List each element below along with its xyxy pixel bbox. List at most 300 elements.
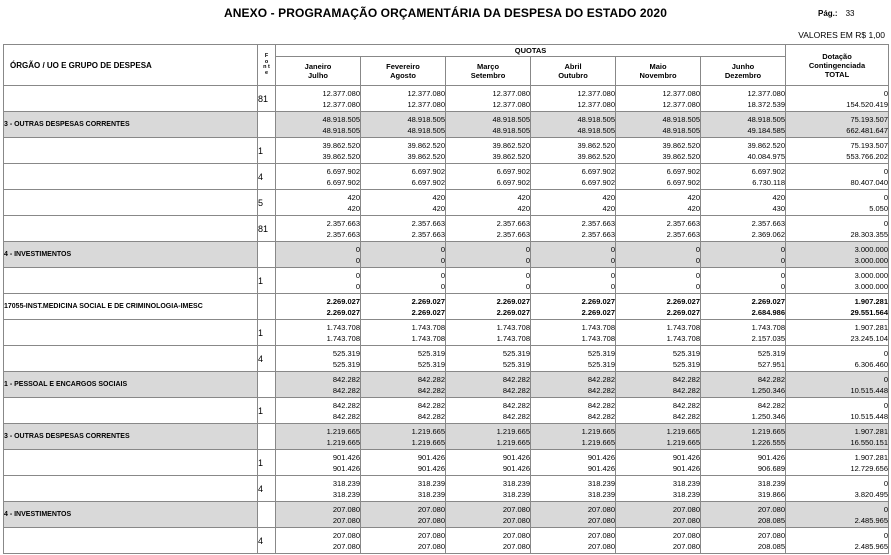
quota-cell <box>276 164 361 190</box>
value-first-semester: 1.219.665 <box>411 426 445 436</box>
value-first-semester: 1.219.665 <box>326 426 360 436</box>
value-second-semester: 0 <box>695 281 700 291</box>
quota-cell <box>276 320 361 346</box>
quota-cell <box>616 346 701 372</box>
value-first-semester: 901.426 <box>672 452 700 462</box>
column-header-month-3 <box>531 57 616 86</box>
value-first-semester: 0 <box>695 270 700 280</box>
quota-cell <box>446 398 531 424</box>
table-row <box>4 424 889 450</box>
row-label <box>4 216 258 242</box>
quota-cell <box>531 450 616 476</box>
quota-cell <box>531 268 616 294</box>
value-second-semester: 420 <box>602 203 615 213</box>
table-row <box>4 502 889 528</box>
value-first-semester: 0 <box>355 244 360 254</box>
value-second-semester: 1.219.665 <box>666 437 700 447</box>
column-header-month-2 <box>446 57 531 86</box>
value-first-semester: 1.907.281 <box>854 322 888 332</box>
value-first-semester: 39.862.520 <box>492 140 530 150</box>
quota-cell <box>361 398 446 424</box>
value-second-semester: 842.282 <box>672 385 700 395</box>
value-second-semester: 207.080 <box>502 541 530 551</box>
value-first-semester: 2.269.027 <box>581 296 615 306</box>
quota-cell <box>701 424 786 450</box>
value-second-semester: 0 <box>440 255 445 265</box>
value-second-semester: 6.697.902 <box>496 177 530 187</box>
value-second-semester: 2.357.663 <box>581 229 615 239</box>
value-first-semester: 3.000.000 <box>854 270 888 280</box>
total-cell <box>786 268 889 294</box>
value-second-semester: 1.219.665 <box>326 437 360 447</box>
row-fonte: 1 <box>258 450 276 476</box>
value-second-semester: 2.485.965 <box>854 515 888 525</box>
value-first-semester: 420 <box>687 192 700 202</box>
value-first-semester: 12.377.080 <box>577 88 615 98</box>
value-first-semester: 901.426 <box>417 452 445 462</box>
value-first-semester: 48.918.505 <box>492 114 530 124</box>
quota-cell <box>276 424 361 450</box>
value-first-semester: 842.282 <box>672 400 700 410</box>
value-first-semester: 420 <box>347 192 360 202</box>
quota-cell <box>701 164 786 190</box>
quota-cell <box>616 294 701 320</box>
value-second-semester: 6.697.902 <box>666 177 700 187</box>
value-second-semester: 3.820.495 <box>854 489 888 499</box>
value-second-semester: 12.377.080 <box>492 99 530 109</box>
row-label: 3 - OUTRAS DESPESAS CORRENTES <box>4 112 258 138</box>
quota-cell <box>446 164 531 190</box>
quota-cell <box>446 138 531 164</box>
quota-cell <box>531 112 616 138</box>
quota-cell <box>531 320 616 346</box>
value-second-semester: 318.239 <box>672 489 700 499</box>
value-second-semester: 10.515.448 <box>850 411 888 421</box>
quota-cell <box>616 320 701 346</box>
value-first-semester: 2.357.663 <box>666 218 700 228</box>
quota-cell <box>531 398 616 424</box>
value-first-semester: 0 <box>883 166 888 176</box>
value-first-semester: 420 <box>432 192 445 202</box>
value-second-semester: 2.485.965 <box>854 541 888 551</box>
quota-cell <box>701 86 786 112</box>
row-label: 3 - OUTRAS DESPESAS CORRENTES <box>4 424 258 450</box>
value-second-semester: 525.319 <box>332 359 360 369</box>
value-first-semester: 318.239 <box>757 478 785 488</box>
value-second-semester: 1.250.346 <box>751 385 785 395</box>
total-cell <box>786 320 889 346</box>
value-first-semester: 0 <box>883 400 888 410</box>
table-row <box>4 294 889 320</box>
quota-cell <box>616 476 701 502</box>
column-header-month-0 <box>276 57 361 86</box>
value-second-semester: 2.684.986 <box>751 307 785 317</box>
value-first-semester: 207.080 <box>672 504 700 514</box>
value-first-semester: 0 <box>525 270 530 280</box>
quota-cell <box>446 268 531 294</box>
value-first-semester: 3.000.000 <box>854 244 888 254</box>
value-second-semester: 39.862.520 <box>492 151 530 161</box>
month-name-second: Dezembro <box>724 71 762 80</box>
value-first-semester: 0 <box>780 270 785 280</box>
value-first-semester: 318.239 <box>332 478 360 488</box>
quota-cell <box>361 112 446 138</box>
quota-cell <box>276 86 361 112</box>
value-first-semester: 2.269.027 <box>751 296 785 306</box>
quota-cell <box>446 216 531 242</box>
quota-cell <box>616 502 701 528</box>
value-second-semester: 2.269.027 <box>496 307 530 317</box>
value-first-semester: 0 <box>440 270 445 280</box>
page-number: 33 <box>845 9 855 18</box>
table-row <box>4 190 889 216</box>
value-first-semester: 1.743.708 <box>411 322 445 332</box>
total-cell <box>786 372 889 398</box>
quota-cell <box>276 216 361 242</box>
value-first-semester: 207.080 <box>332 530 360 540</box>
value-first-semester: 2.357.663 <box>751 218 785 228</box>
quota-cell <box>701 346 786 372</box>
value-first-semester: 48.918.505 <box>407 114 445 124</box>
quota-cell <box>446 372 531 398</box>
quota-cell <box>361 216 446 242</box>
value-second-semester: 842.282 <box>417 411 445 421</box>
value-second-semester: 842.282 <box>587 411 615 421</box>
value-second-semester: 6.697.902 <box>581 177 615 187</box>
value-first-semester: 2.269.027 <box>666 296 700 306</box>
quota-cell <box>616 242 701 268</box>
value-second-semester: 48.918.505 <box>662 125 700 135</box>
value-first-semester: 207.080 <box>757 530 785 540</box>
value-first-semester: 12.377.080 <box>492 88 530 98</box>
value-first-semester: 842.282 <box>417 400 445 410</box>
value-first-semester: 12.377.080 <box>747 88 785 98</box>
quota-cell <box>616 190 701 216</box>
value-first-semester: 39.862.520 <box>407 140 445 150</box>
value-second-semester: 0 <box>780 281 785 291</box>
value-second-semester: 842.282 <box>417 385 445 395</box>
value-first-semester: 901.426 <box>332 452 360 462</box>
value-second-semester: 16.550.151 <box>850 437 888 447</box>
row-fonte: 1 <box>258 138 276 164</box>
value-second-semester: 29.551.564 <box>850 307 888 317</box>
row-label <box>4 476 258 502</box>
quota-cell <box>361 450 446 476</box>
value-first-semester: 207.080 <box>587 504 615 514</box>
row-label <box>4 450 258 476</box>
value-second-semester: 80.407.040 <box>850 177 888 187</box>
value-first-semester: 1.907.281 <box>854 426 888 436</box>
value-second-semester: 2.357.663 <box>411 229 445 239</box>
value-second-semester: 2.269.027 <box>581 307 615 317</box>
value-first-semester: 2.269.027 <box>326 296 360 306</box>
quota-cell <box>446 450 531 476</box>
value-first-semester: 525.319 <box>587 348 615 358</box>
value-first-semester: 0 <box>610 244 615 254</box>
total-cell <box>786 242 889 268</box>
table-row <box>4 138 889 164</box>
quota-cell <box>361 528 446 554</box>
month-name-first: Fevereiro <box>386 62 420 71</box>
quota-cell <box>446 528 531 554</box>
value-second-semester: 207.080 <box>587 541 615 551</box>
value-first-semester: 0 <box>883 504 888 514</box>
value-first-semester: 842.282 <box>332 374 360 384</box>
quota-cell <box>276 450 361 476</box>
value-second-semester: 420 <box>687 203 700 213</box>
row-fonte <box>258 294 276 320</box>
value-second-semester: 207.080 <box>502 515 530 525</box>
row-fonte: 5 <box>258 190 276 216</box>
value-first-semester: 2.357.663 <box>581 218 615 228</box>
value-first-semester: 318.239 <box>502 478 530 488</box>
value-first-semester: 1.743.708 <box>326 322 360 332</box>
value-first-semester: 75.193.507 <box>850 140 888 150</box>
row-label: 17055-INST.MEDICINA SOCIAL E DE CRIMINOLOGIA-IMESC <box>4 294 258 320</box>
value-second-semester: 0 <box>355 255 360 265</box>
row-label <box>4 346 258 372</box>
value-first-semester: 1.743.708 <box>581 322 615 332</box>
value-second-semester: 0 <box>695 255 700 265</box>
value-first-semester: 39.862.520 <box>322 140 360 150</box>
value-second-semester: 18.372.539 <box>747 99 785 109</box>
quota-cell <box>531 190 616 216</box>
quota-cell <box>531 216 616 242</box>
value-second-semester: 2.269.027 <box>666 307 700 317</box>
value-second-semester: 318.239 <box>502 489 530 499</box>
quota-cell <box>531 528 616 554</box>
table-row <box>4 164 889 190</box>
value-first-semester: 0 <box>355 270 360 280</box>
value-second-semester: 842.282 <box>672 411 700 421</box>
value-first-semester: 0 <box>440 244 445 254</box>
row-fonte: 81 <box>258 86 276 112</box>
total-header-line2: Contingenciada <box>808 60 866 70</box>
value-first-semester: 0 <box>883 218 888 228</box>
page-label: Pág.: <box>818 9 838 18</box>
value-first-semester: 207.080 <box>757 504 785 514</box>
row-fonte: 4 <box>258 164 276 190</box>
total-header-line3: TOTAL <box>824 69 850 79</box>
total-cell <box>786 164 889 190</box>
value-first-semester: 0 <box>883 192 888 202</box>
value-second-semester: 2.269.027 <box>411 307 445 317</box>
value-first-semester: 39.862.520 <box>577 140 615 150</box>
quota-cell <box>701 528 786 554</box>
value-first-semester: 207.080 <box>587 530 615 540</box>
values-note: VALORES EM R$ 1,00 <box>798 30 885 40</box>
quota-cell <box>276 528 361 554</box>
value-second-semester: 0 <box>610 255 615 265</box>
row-label <box>4 190 258 216</box>
quota-cell <box>616 528 701 554</box>
value-second-semester: 318.239 <box>417 489 445 499</box>
quota-cell <box>701 216 786 242</box>
value-second-semester: 2.357.663 <box>496 229 530 239</box>
value-first-semester: 207.080 <box>332 504 360 514</box>
row-label <box>4 398 258 424</box>
value-first-semester: 48.918.505 <box>747 114 785 124</box>
quota-cell <box>531 164 616 190</box>
quota-cell <box>531 502 616 528</box>
value-second-semester: 906.689 <box>757 463 785 473</box>
value-first-semester: 0 <box>695 244 700 254</box>
row-fonte: 1 <box>258 268 276 294</box>
total-cell <box>786 424 889 450</box>
value-first-semester: 12.377.080 <box>407 88 445 98</box>
quota-cell <box>701 320 786 346</box>
value-second-semester: 39.862.520 <box>407 151 445 161</box>
total-cell <box>786 476 889 502</box>
value-second-semester: 2.357.663 <box>666 229 700 239</box>
table-row <box>4 372 889 398</box>
column-header-month-4 <box>616 57 701 86</box>
value-second-semester: 6.697.902 <box>326 177 360 187</box>
value-second-semester: 0 <box>440 281 445 291</box>
value-second-semester: 0 <box>525 255 530 265</box>
value-first-semester: 525.319 <box>502 348 530 358</box>
value-second-semester: 48.918.505 <box>322 125 360 135</box>
quota-cell <box>361 190 446 216</box>
value-first-semester: 48.918.505 <box>322 114 360 124</box>
value-first-semester: 1.743.708 <box>751 322 785 332</box>
value-second-semester: 901.426 <box>587 463 615 473</box>
quota-cell <box>531 346 616 372</box>
row-label <box>4 164 258 190</box>
value-first-semester: 1.219.665 <box>581 426 615 436</box>
value-first-semester: 420 <box>772 192 785 202</box>
quota-cell <box>276 138 361 164</box>
value-first-semester: 901.426 <box>757 452 785 462</box>
column-header-fonte: F o n t e <box>258 45 276 86</box>
value-second-semester: 901.426 <box>502 463 530 473</box>
value-first-semester: 525.319 <box>417 348 445 358</box>
value-first-semester: 842.282 <box>672 374 700 384</box>
quota-cell <box>616 372 701 398</box>
table-row <box>4 476 889 502</box>
value-second-semester: 39.862.520 <box>322 151 360 161</box>
value-first-semester: 842.282 <box>332 400 360 410</box>
value-first-semester: 842.282 <box>417 374 445 384</box>
quota-cell <box>446 112 531 138</box>
value-second-semester: 3.000.000 <box>854 255 888 265</box>
value-second-semester: 525.319 <box>417 359 445 369</box>
column-header-orgao: ÓRGÃO / UO E GRUPO DE DESPESA <box>4 45 258 86</box>
quota-cell <box>616 138 701 164</box>
value-first-semester: 0 <box>610 270 615 280</box>
row-label <box>4 320 258 346</box>
table-row <box>4 346 889 372</box>
month-name-second: Julho <box>308 71 328 80</box>
total-cell <box>786 190 889 216</box>
quota-cell <box>276 190 361 216</box>
quota-cell <box>531 476 616 502</box>
total-cell <box>786 86 889 112</box>
value-second-semester: 6.306.460 <box>854 359 888 369</box>
value-second-semester: 208.085 <box>757 515 785 525</box>
value-first-semester: 1.219.665 <box>496 426 530 436</box>
quota-cell <box>446 86 531 112</box>
value-second-semester: 6.697.902 <box>411 177 445 187</box>
value-second-semester: 901.426 <box>672 463 700 473</box>
value-first-semester: 318.239 <box>587 478 615 488</box>
value-second-semester: 1.743.708 <box>411 333 445 343</box>
month-name-second: Agosto <box>390 71 416 80</box>
value-first-semester: 842.282 <box>502 400 530 410</box>
quota-cell <box>701 242 786 268</box>
value-second-semester: 1.226.555 <box>751 437 785 447</box>
value-first-semester: 318.239 <box>672 478 700 488</box>
value-second-semester: 318.239 <box>587 489 615 499</box>
value-second-semester: 525.319 <box>587 359 615 369</box>
value-second-semester: 1.743.708 <box>326 333 360 343</box>
quota-cell <box>616 424 701 450</box>
value-first-semester: 12.377.080 <box>662 88 700 98</box>
quota-cell <box>276 112 361 138</box>
value-second-semester: 0 <box>525 281 530 291</box>
value-second-semester: 208.085 <box>757 541 785 551</box>
value-second-semester: 2.369.062 <box>751 229 785 239</box>
value-second-semester: 901.426 <box>332 463 360 473</box>
total-cell <box>786 216 889 242</box>
value-first-semester: 0 <box>883 88 888 98</box>
quota-cell <box>616 112 701 138</box>
value-second-semester: 207.080 <box>332 515 360 525</box>
quota-cell <box>361 164 446 190</box>
quota-cell <box>701 372 786 398</box>
quota-cell <box>361 502 446 528</box>
month-name-first: Maio <box>649 62 667 71</box>
quota-cell <box>361 424 446 450</box>
quota-cell <box>276 346 361 372</box>
value-second-semester: 48.918.505 <box>492 125 530 135</box>
value-second-semester: 2.269.027 <box>326 307 360 317</box>
value-second-semester: 154.520.419 <box>846 99 888 109</box>
quota-cell <box>616 86 701 112</box>
row-fonte: 4 <box>258 528 276 554</box>
value-first-semester: 207.080 <box>417 504 445 514</box>
quota-cell <box>701 476 786 502</box>
value-second-semester: 207.080 <box>672 541 700 551</box>
quota-cell <box>701 294 786 320</box>
total-cell <box>786 502 889 528</box>
row-fonte: 1 <box>258 398 276 424</box>
value-first-semester: 901.426 <box>587 452 615 462</box>
row-label <box>4 528 258 554</box>
value-first-semester: 1.907.281 <box>854 296 888 306</box>
row-fonte: 4 <box>258 476 276 502</box>
row-fonte: 1 <box>258 320 276 346</box>
value-first-semester: 0 <box>780 244 785 254</box>
value-second-semester: 2.157.035 <box>751 333 785 343</box>
table-row <box>4 268 889 294</box>
value-second-semester: 10.515.448 <box>850 385 888 395</box>
value-second-semester: 39.862.520 <box>662 151 700 161</box>
quota-cell <box>276 268 361 294</box>
value-first-semester: 842.282 <box>502 374 530 384</box>
total-cell <box>786 450 889 476</box>
total-cell <box>786 138 889 164</box>
month-name-second: Novembro <box>639 71 677 80</box>
value-second-semester: 12.377.080 <box>322 99 360 109</box>
month-name-second: Setembro <box>470 71 506 80</box>
value-second-semester: 49.184.585 <box>747 125 785 135</box>
value-second-semester: 40.084.975 <box>747 151 785 161</box>
quota-cell <box>446 424 531 450</box>
value-second-semester: 48.918.505 <box>577 125 615 135</box>
row-fonte <box>258 424 276 450</box>
value-second-semester: 0 <box>355 281 360 291</box>
